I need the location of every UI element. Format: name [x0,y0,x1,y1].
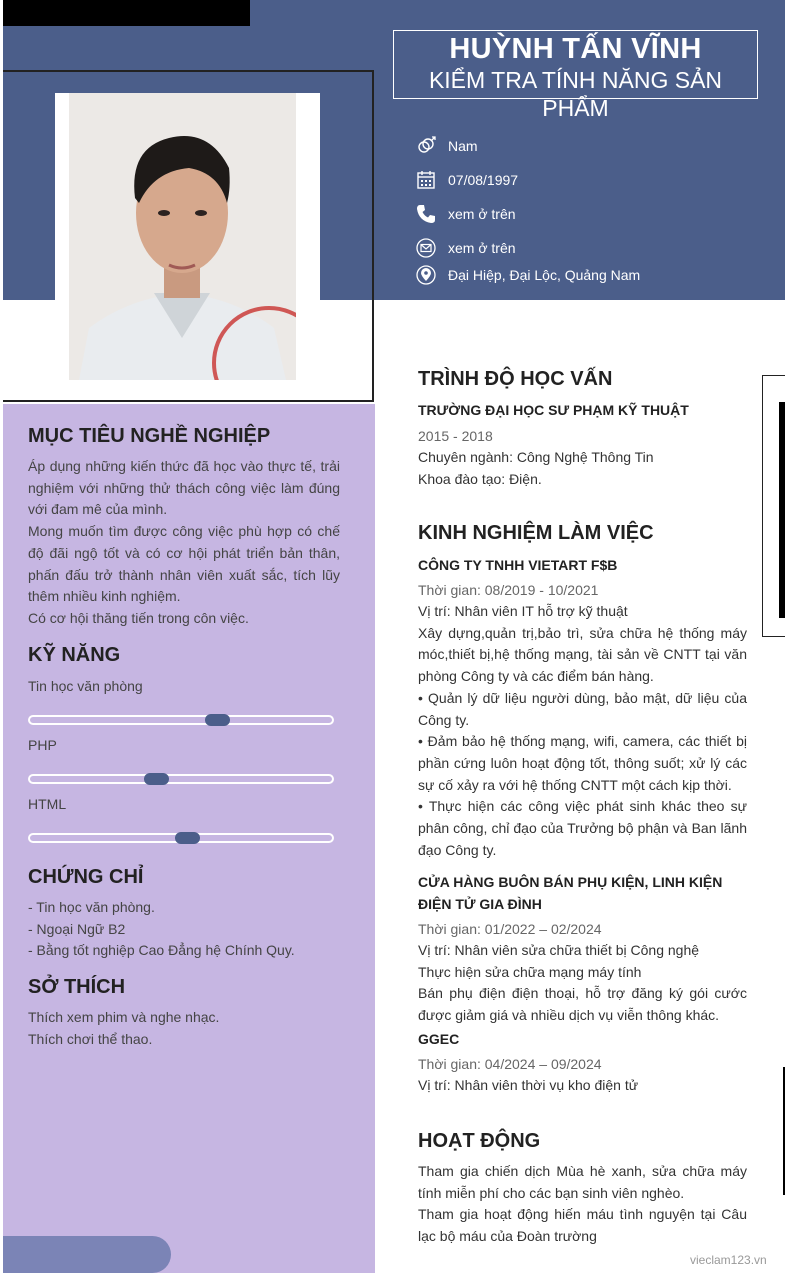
objective-text [28,456,340,630]
certificates-title: CHỨNG CHỈ [28,866,144,888]
objective-paragraph: Mong muốn tìm được công việc phù hợp có chế độ đãi ngộ tốt và có cơ hội phát triển bản thân, phấn đấu trở thành nhân viên xuất sắc, tích lũy thêm nhiều kinh nghiệm. [28,523,340,605]
calendar-icon [416,170,436,190]
info-dob [416,169,518,191]
activity-item: Tham gia chiến dịch Mùa hè xanh, sửa chữa máy tính miễn phí cho các bạn sinh viên nghèo. [418,1163,747,1201]
address-text: Đại Hiệp, Đại Lộc, Quảng Nam [448,267,641,283]
decorative-pill [3,1236,171,1273]
candidate-role: KIỂM TRA TÍNH NĂNG SẢN PHẨM [428,67,723,121]
skill-label: Tin học văn phòng [28,678,143,694]
job-duty: Bán phụ điện điện thoại, hỗ trợ đăng ký gói cước được giảm giá và nhiều dịch vụ viễn thông khác. [418,985,747,1024]
certificate-item: - Bằng tốt nghiệp Cao Đẳng hệ Chính Quy. [28,942,295,959]
dob-text: 07/08/1997 [448,172,519,188]
hobbies-title: SỞ THÍCH [28,976,126,998]
watermark: vieclam123.vn [690,1253,767,1267]
job-company: CÔNG TY TNHH VIETART F$B [418,557,618,573]
info-email [416,237,516,259]
job-description [418,601,747,861]
skill-level-knob [175,832,200,844]
objective-paragraph: Có cơ hội thăng tiến trong côn việc. [28,609,249,626]
education-major: Chuyên ngành: Công Nghệ Thông Tin [418,449,654,465]
email-text: xem ở trên [448,240,516,256]
hobby-item: Thích xem phim và nghe nhạc. [28,1009,220,1025]
job-duty: Xây dựng,quản trị,bảo trì, sửa chữa hệ thống máy móc,thiết bị,hệ thống mạng, tài sản về CNTT tại văn phòng Công ty và các điểm bán hàng. [418,624,747,685]
job-description [418,940,747,1027]
candidate-name: HUỲNH TẤN VĨNH [449,33,702,65]
certificates-list [28,897,340,962]
skills-title: KỸ NĂNG [28,644,121,666]
job-duty: • Thực hiện các công việc phát sinh khác theo sự phân công, chỉ đạo của Trưởng bộ phận và Ban lãnh đạo Công ty. [418,798,747,858]
gender-text: Nam [448,138,478,154]
skill-level-knob [144,773,169,785]
certificate-item: - Tin học văn phòng. [28,899,155,915]
job-position: Vị trí: Nhân viên thời vụ kho điện tử [418,1077,639,1093]
certificate-item: - Ngoại Ngữ B2 [28,920,126,937]
job-duty: • Đảm bảo hệ thống mạng, wifi, camera, các thiết bị phần cứng luôn hoạt động tốt, thông suốt; xử lý các sự cố xảy ra với hệ thống CNTT một cách kịp thời. [418,733,747,793]
location-pin-icon [416,265,436,285]
activities-title: HOẠT ĐỘNG [418,1130,541,1152]
job-period: Thời gian: 01/2022 – 02/2024 [418,921,602,937]
info-address [416,264,640,286]
profile-photo [69,93,296,380]
job-duty: • Quản lý dữ liệu người dùng, bảo mật, dữ liệu của Công ty. [418,689,747,728]
job-company: CỬA HÀNG BUÔN BÁN PHỤ KIỆN, LINH KIỆN ĐIỆN TỬ GIA ĐÌNH [418,874,723,912]
skill-label: HTML [28,796,67,812]
skill-level-knob [205,714,230,726]
skill-bar [28,715,334,725]
job-duty: Thực hiện sửa chữa mạng máy tính [418,963,642,980]
email-icon [416,238,436,258]
objective-paragraph: Áp dụng những kiến thức đã học vào thực tế, trải nghiệm với những thử thách công việc làm đúng với đam mê của mình. [28,458,340,518]
phone-text: xem ở trên [448,206,516,222]
job-company: GGEC [418,1031,460,1047]
hobby-item: Thích chơi thể thao. [28,1030,153,1047]
job-description [418,1075,747,1097]
job-position: Vị trí: Nhân viên sửa chữa thiết bị Công nghệ [418,942,700,958]
skill-bar [28,774,334,784]
redaction-bar [3,0,250,26]
education-faculty: Khoa đào tạo: Điện. [418,470,542,487]
experience-title: KINH NGHIỆM LÀM VIỆC [418,522,654,544]
school-name: TRƯỜNG ĐẠI HỌC SƯ PHẠM KỸ THUẬT [418,402,689,418]
job-period: Thời gian: 04/2024 – 09/2024 [418,1056,602,1072]
education-details [418,447,747,490]
skill-bar [28,833,334,843]
objective-title: MỤC TIÊU NGHỀ NGHIỆP [28,425,271,447]
skill-label: PHP [28,737,57,753]
phone-icon [416,204,436,224]
education-title: TRÌNH ĐỘ HỌC VẤN [418,368,613,390]
activity-item: Tham gia hoạt động hiến máu tình nguyện tại Câu lạc bộ máu của Đoàn trường [418,1206,747,1245]
gender-icon [416,136,436,156]
hobbies-list [28,1007,340,1050]
name-box [393,30,758,121]
job-period: Thời gian: 08/2019 - 10/2021 [418,582,599,598]
portrait-image [69,93,296,380]
activities-list [418,1161,747,1248]
info-gender [416,135,478,157]
education-period: 2015 - 2018 [418,428,493,444]
decorative-bar [779,402,785,618]
job-position: Vị trí: Nhân viên IT hỗ trợ kỹ thuật [418,603,628,619]
info-phone [416,203,516,225]
